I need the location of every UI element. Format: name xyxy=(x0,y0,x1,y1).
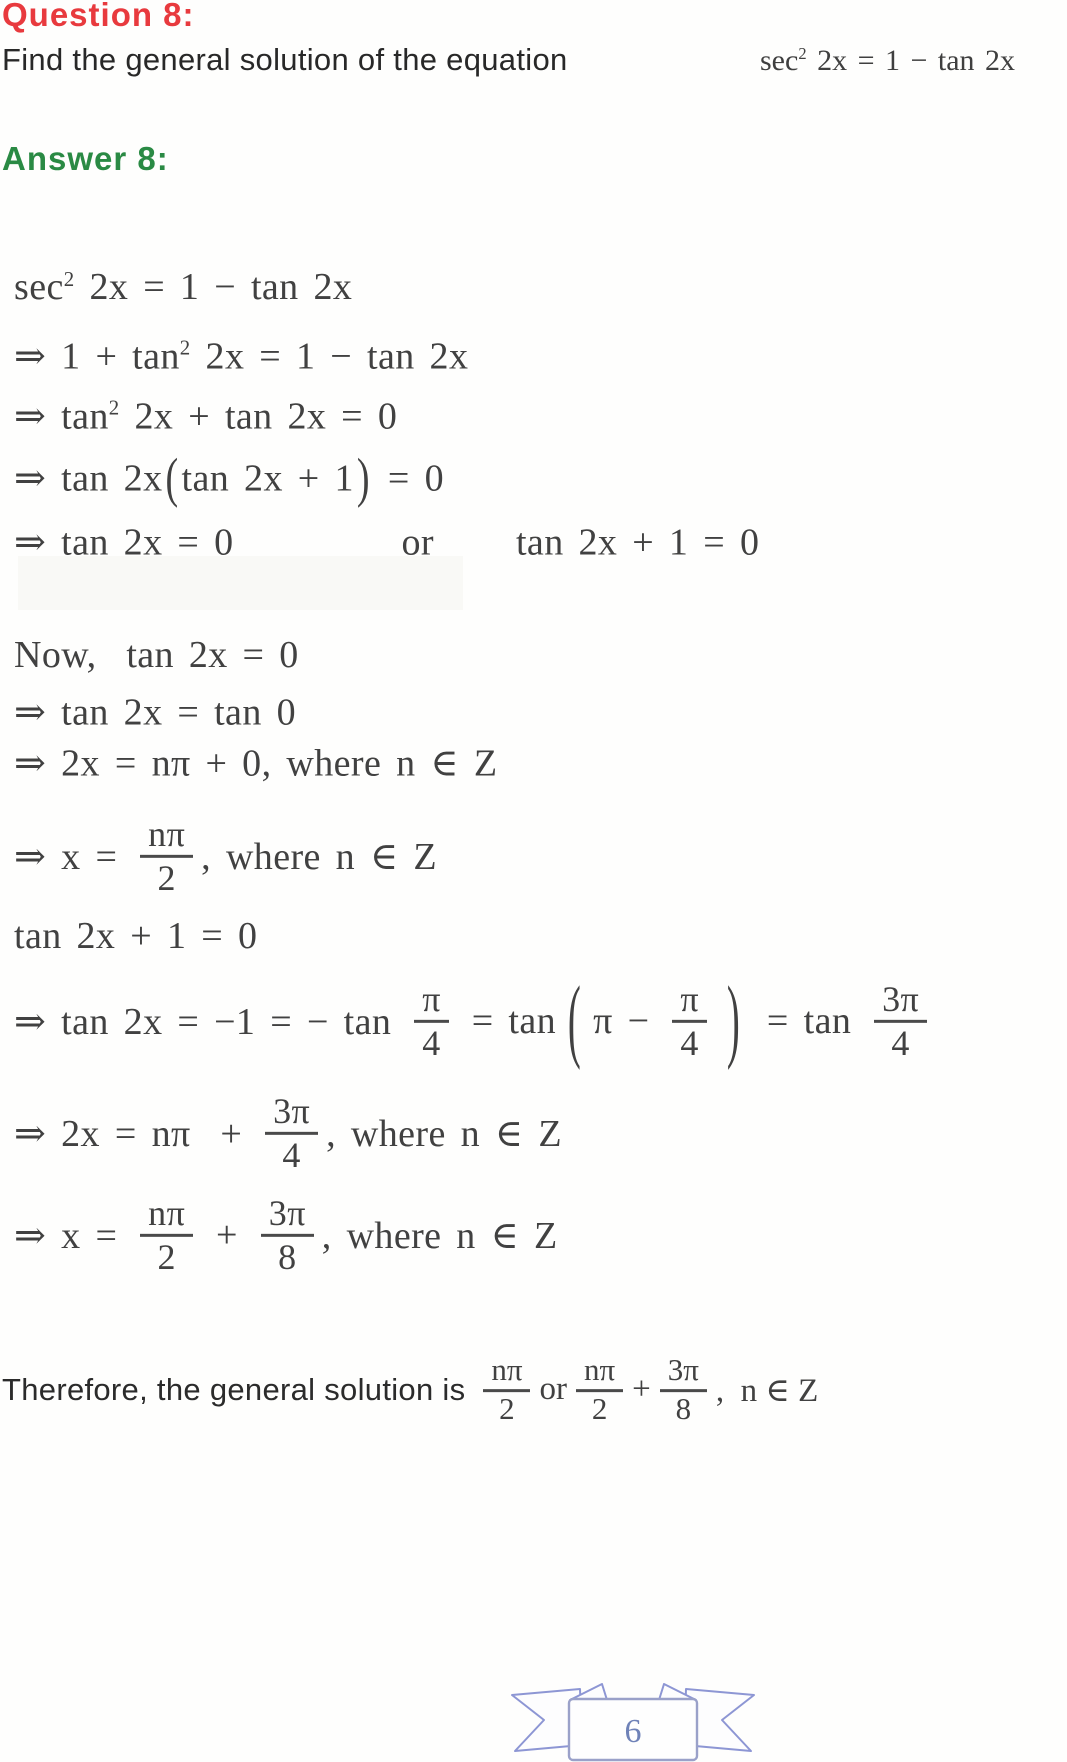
math-text: 2x = 1 − tan 2x xyxy=(74,266,353,308)
fraction-numerator: 3π xyxy=(265,1092,318,1135)
page-number: 6 xyxy=(624,1713,642,1750)
math-line-7 xyxy=(14,690,296,735)
math-line-13 xyxy=(14,1194,558,1276)
fraction-numerator: 3π xyxy=(261,1194,314,1237)
math-line-2 xyxy=(14,334,468,379)
fraction xyxy=(261,1194,314,1276)
fraction-denominator: 2 xyxy=(499,1391,515,1426)
ribbon-graphic xyxy=(502,1674,764,1762)
conclusion-line xyxy=(2,1354,818,1426)
fraction-denominator: 4 xyxy=(680,1023,699,1063)
fraction-numerator: nπ xyxy=(140,1194,193,1237)
close-paren: ) xyxy=(726,969,741,1073)
math-line-3 xyxy=(14,394,397,439)
fraction-numerator: nπ xyxy=(576,1354,623,1392)
answer-heading: Answer 8: xyxy=(2,140,169,177)
fraction xyxy=(140,1194,193,1276)
fraction-denominator: 2 xyxy=(157,858,176,898)
fraction xyxy=(265,1092,318,1174)
equation-exponent: 2 xyxy=(798,44,807,63)
math-text: ⇒ tan 2x = 0 xyxy=(14,521,234,564)
math-text: Now, tan 2x = 0 xyxy=(14,634,299,676)
math-line-12 xyxy=(14,1092,562,1174)
plus-sign: + xyxy=(632,1371,651,1408)
open-paren: ( xyxy=(165,447,179,509)
fraction-numerator: 3π xyxy=(660,1354,707,1392)
math-text: sec xyxy=(14,266,64,308)
exponent: 2 xyxy=(63,267,75,291)
or-connector: or xyxy=(539,1371,567,1408)
fraction xyxy=(414,980,449,1062)
math-text: + xyxy=(201,1214,253,1256)
math-line-10 xyxy=(14,914,257,958)
math-line-6 xyxy=(14,633,299,677)
fraction xyxy=(483,1354,530,1426)
equation-part: sec xyxy=(760,44,799,77)
math-text: = 0 xyxy=(372,457,444,499)
fraction-denominator: 4 xyxy=(891,1023,910,1063)
math-text: ⇒ tan 2x xyxy=(14,457,163,500)
fraction-denominator: 4 xyxy=(422,1023,441,1063)
math-text: = tan xyxy=(456,1000,557,1042)
math-line-1 xyxy=(14,265,352,309)
math-text: tan 2x + 1 xyxy=(181,457,354,499)
math-text: 2x + tan 2x = 0 xyxy=(119,395,398,437)
math-text: ⇒ tan 2x = −1 = − tan xyxy=(14,1000,407,1043)
fraction-numerator: π xyxy=(672,980,707,1023)
fraction xyxy=(140,815,193,897)
fraction-denominator: 2 xyxy=(591,1391,608,1426)
math-line-11 xyxy=(14,969,935,1073)
exponent: 2 xyxy=(108,395,120,420)
exponent: 2 xyxy=(179,335,191,360)
equation-part: 2x = 1 − tan 2x xyxy=(806,44,1016,77)
math-text: ⇒ 2x = nπ + 0, where n ∈ Z xyxy=(14,742,498,785)
math-text: , where n ∈ Z xyxy=(326,1112,562,1155)
close-paren: ) xyxy=(356,447,370,509)
math-text: ⇒ x = xyxy=(14,835,133,878)
math-text: ⇒ 2x = nπ + xyxy=(14,1112,258,1155)
fraction-denominator: 4 xyxy=(282,1135,301,1175)
math-text: ⇒ 1 + tan xyxy=(14,335,180,378)
math-text: 2x = 1 − tan 2x xyxy=(190,335,469,377)
math-text: ⇒ tan 2x = tan 0 xyxy=(14,691,297,734)
fraction-denominator: 8 xyxy=(675,1391,692,1426)
or-connector: or xyxy=(401,521,434,563)
fraction xyxy=(672,980,707,1062)
fraction xyxy=(874,980,927,1062)
conclusion-domain: , n ∈ Z xyxy=(715,1373,819,1409)
question-heading: Question 8: xyxy=(2,0,195,33)
fraction-denominator: 2 xyxy=(157,1237,176,1277)
math-text: tan 2x + 1 = 0 xyxy=(515,521,760,563)
fraction-denominator: 8 xyxy=(278,1237,297,1277)
fraction xyxy=(660,1354,707,1426)
math-text: ⇒ x = xyxy=(14,1214,133,1257)
conclusion-text: Therefore, the general solution is xyxy=(2,1372,475,1407)
math-line-8 xyxy=(14,741,497,786)
fraction-numerator: nπ xyxy=(483,1354,530,1392)
open-paren: ( xyxy=(567,969,582,1073)
fraction-numerator: 3π xyxy=(874,980,927,1023)
math-line-5 xyxy=(14,520,759,565)
math-line-9 xyxy=(14,815,437,897)
question-equation xyxy=(760,44,1015,78)
math-text: , where n ∈ Z xyxy=(321,1214,558,1257)
math-line-4 xyxy=(14,447,444,509)
page-ribbon xyxy=(502,1674,764,1762)
fraction-numerator: π xyxy=(414,980,449,1023)
question-text: Find the general solution of the equation xyxy=(2,42,568,77)
math-text: , where n ∈ Z xyxy=(201,835,438,878)
fraction-numerator: nπ xyxy=(140,815,193,858)
math-text: = tan xyxy=(751,1000,867,1042)
fraction xyxy=(576,1354,623,1426)
math-text: ⇒ tan xyxy=(14,395,109,438)
math-text: π − xyxy=(593,1000,665,1042)
math-text: tan 2x + 1 = 0 xyxy=(14,915,258,957)
